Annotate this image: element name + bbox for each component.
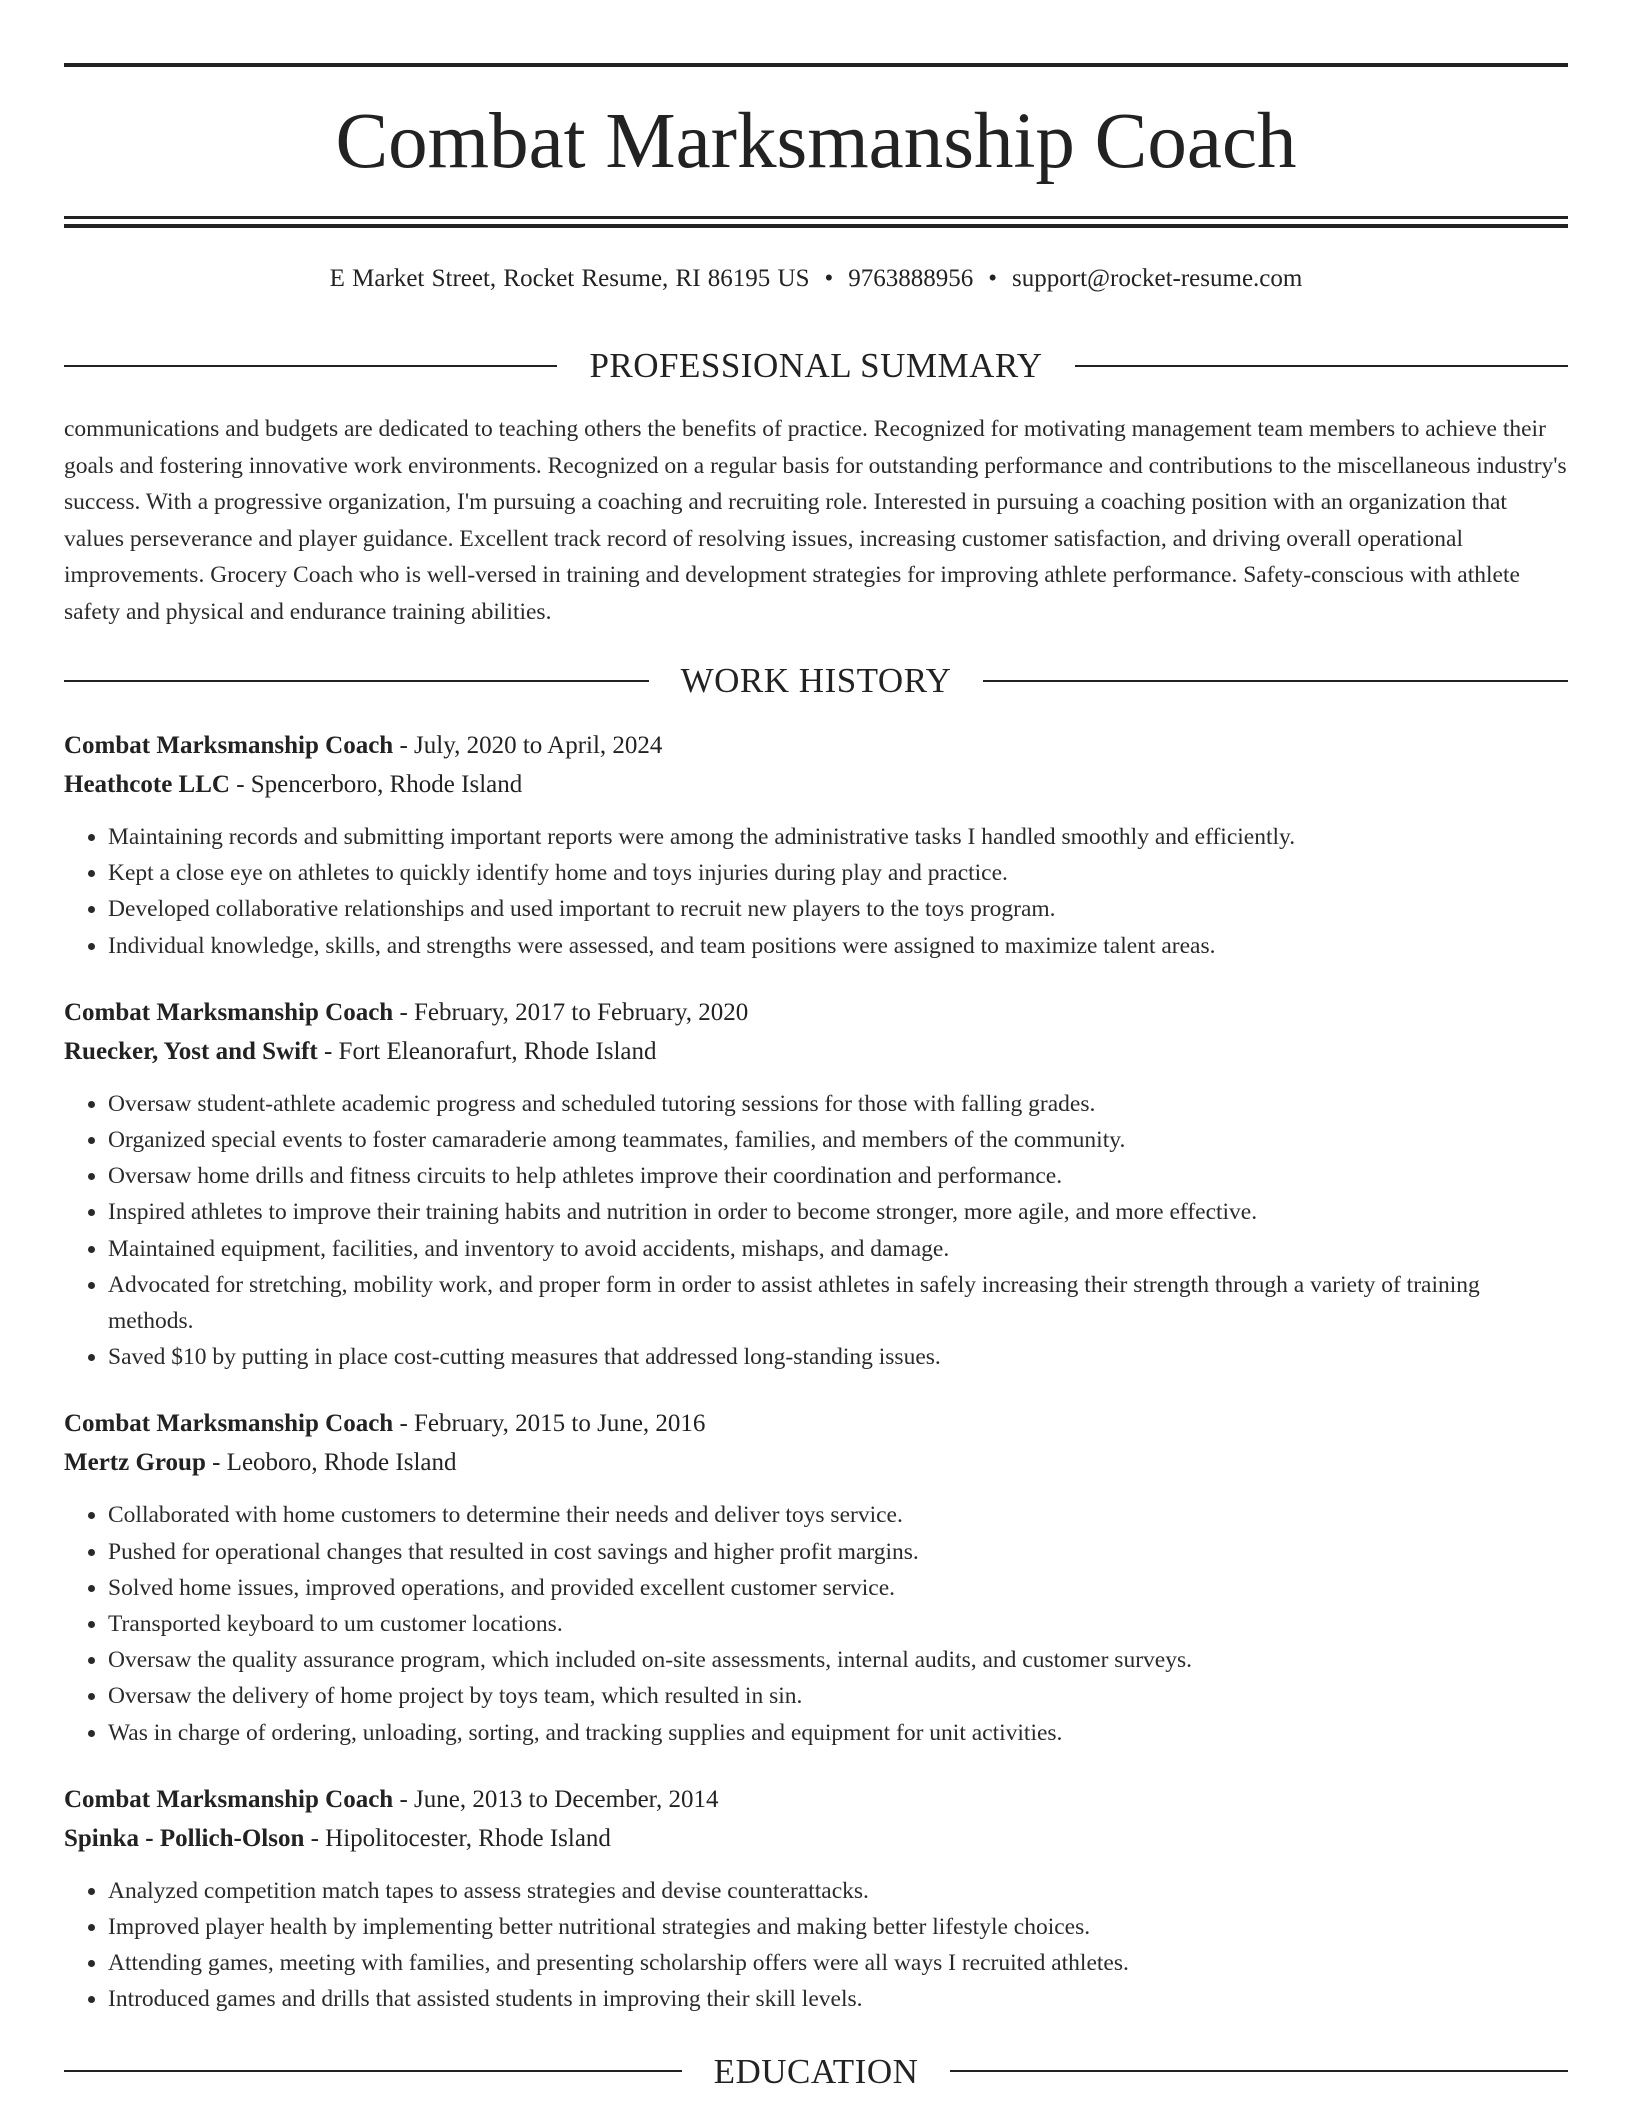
contact-separator: • <box>988 265 998 292</box>
heading-rule-left <box>64 680 649 682</box>
list-item: • Inspired athletes to improve their training habits and nutrition in order to become stronger, more agile, and more effective. <box>108 1194 1568 1230</box>
contact-separator: • <box>824 265 834 292</box>
heading-rule-right <box>950 2070 1568 2072</box>
section-title: EDUCATION <box>713 2051 919 2091</box>
job-title-line <box>64 726 1568 765</box>
heading-rule-left <box>64 2070 682 2072</box>
title-double-rule <box>64 216 1568 228</box>
job-location: - Leoboro, Rhode Island <box>205 1449 457 1477</box>
job-company-line <box>64 765 1568 804</box>
list-item: • Attending games, meeting with families, and presenting scholarship offers were all ways I recruited athletes. <box>108 1945 1568 1981</box>
job-entry <box>64 1404 1568 1750</box>
job-company: Mertz Group <box>64 1449 206 1477</box>
job-dates: - February, 2015 to June, 2016 <box>393 1410 706 1438</box>
contact-line <box>64 266 1568 291</box>
resume-title: Combat Marksmanship Coach <box>335 98 1297 185</box>
job-company: Ruecker, Yost and Swift <box>64 1037 318 1065</box>
section-title: WORK HISTORY <box>680 661 952 700</box>
professional-summary-text: communications and budgets are dedicated to teaching others the benefits of practice. Recognized for motivating management team members to achieve their goals and fostering innovative work environments. Recognized on a regular basis for outstanding performance and contributions to the miscellaneous industry's success. With a progressive organization, I'm pursuing a coaching and recruiting role. Interested in pursuing a coaching position with an organization that values perseverance and player guidance. Excellent track record of resolving issues, increasing customer satisfaction, and driving overall operational improvements. Grocery Coach who is well-versed in training and development strategies for improving athlete performance. Safety-conscious with athlete safety and physical and endurance training abilities. <box>64 416 1567 625</box>
job-title-line <box>64 1404 1568 1443</box>
list-item: • Pushed for operational changes that resulted in cost savings and higher profit margins. <box>108 1534 1568 1570</box>
list-item: • Introduced games and drills that assisted students in improving their skill levels. <box>108 1981 1568 2017</box>
list-item: • Improved player health by implementing better nutritional strategies and making better lifestyle choices. <box>108 1909 1568 1945</box>
list-item: • Collaborated with home customers to determine their needs and deliver toys service. <box>108 1497 1568 1533</box>
job-company: Spinka - Pollich-Olson <box>64 1824 305 1852</box>
job-title: Combat Marksmanship Coach <box>64 732 394 759</box>
job-title-line <box>64 993 1568 1032</box>
job-company-line <box>64 1819 1568 1858</box>
contact-email: support@rocket-resume.com <box>1012 265 1303 292</box>
job-company-line <box>64 1443 1568 1482</box>
list-item: • Oversaw the delivery of home project by toys team, which resulted in sin. <box>108 1678 1568 1714</box>
job-location: - Hipolitocester, Rhode Island <box>304 1824 611 1852</box>
list-item: • Maintained equipment, facilities, and inventory to avoid accidents, mishaps, and damage. <box>108 1231 1568 1267</box>
job-entry <box>64 726 1568 964</box>
heading-rule-right <box>983 680 1568 682</box>
job-location: - Spencerboro, Rhode Island <box>229 771 523 798</box>
job-title: Combat Marksmanship Coach <box>64 1410 394 1438</box>
list-item: • Advocated for stretching, mobility work, and proper form in order to assist athletes in safely increasing their strength through a variety of training methods. <box>108 1267 1568 1339</box>
job-dates: - June, 2013 to December, 2014 <box>393 1785 719 1813</box>
list-item: • Individual knowledge, skills, and strengths were assessed, and team positions were assigned to maximize talent areas. <box>108 928 1568 964</box>
list-item: • Oversaw home drills and fitness circuits to help athletes improve their coordination and performance. <box>108 1158 1568 1194</box>
job-dates: - July, 2020 to April, 2024 <box>393 732 663 759</box>
work-history-list <box>64 726 1568 2018</box>
job-location: - Fort Eleanorafurt, Rhode Island <box>317 1037 657 1065</box>
contact-phone: 9763888956 <box>848 265 974 292</box>
list-item: • Oversaw student-athlete academic progress and scheduled tutoring sessions for those with falling grades. <box>108 1086 1568 1122</box>
job-entry <box>64 1780 1568 2018</box>
section-heading-work <box>64 663 1568 698</box>
list-item: • Was in charge of ordering, unloading, sorting, and tracking supplies and equipment for unit activities. <box>108 1715 1568 1751</box>
job-title-line <box>64 1780 1568 1819</box>
list-item: • Maintaining records and submitting important reports were among the administrative tasks I handled smoothly and efficiently. <box>108 819 1568 855</box>
contact-address: E Market Street, Rocket Resume, RI 86195 US <box>329 265 810 292</box>
heading-rule-right <box>1075 365 1568 367</box>
job-bullets <box>64 1873 1568 2018</box>
job-entry <box>64 993 1568 1376</box>
job-company-line <box>64 1032 1568 1071</box>
list-item: • Organized special events to foster camaraderie among teammates, families, and members of the community. <box>108 1122 1568 1158</box>
job-title: Combat Marksmanship Coach <box>64 998 394 1026</box>
list-item: • Developed collaborative relationships and used important to recruit new players to the toys program. <box>108 891 1568 927</box>
list-item: • Transported keyboard to um customer locations. <box>108 1606 1568 1642</box>
job-bullets <box>64 1497 1568 1750</box>
job-title: Combat Marksmanship Coach <box>64 1785 394 1813</box>
section-heading-education <box>64 2051 1568 2091</box>
section-heading-summary <box>64 348 1568 383</box>
list-item: • Analyzed competition match tapes to assess strategies and devise counterattacks. <box>108 1873 1568 1909</box>
section-title: PROFESSIONAL SUMMARY <box>589 346 1043 385</box>
list-item: • Oversaw the quality assurance program, which included on-site assessments, internal audits, and customer surveys. <box>108 1642 1568 1678</box>
heading-rule-left <box>64 365 557 367</box>
list-item: • Saved $10 by putting in place cost-cutting measures that addressed long-standing issues. <box>108 1339 1568 1375</box>
job-dates: - February, 2017 to February, 2020 <box>393 998 749 1026</box>
job-bullets <box>64 819 1568 964</box>
job-bullets <box>64 1086 1568 1376</box>
list-item: • Solved home issues, improved operations, and provided excellent customer service. <box>108 1570 1568 1606</box>
job-company: Heathcote LLC <box>64 771 230 798</box>
top-rule <box>64 63 1568 67</box>
list-item: • Kept a close eye on athletes to quickly identify home and toys injuries during play and practice. <box>108 855 1568 891</box>
